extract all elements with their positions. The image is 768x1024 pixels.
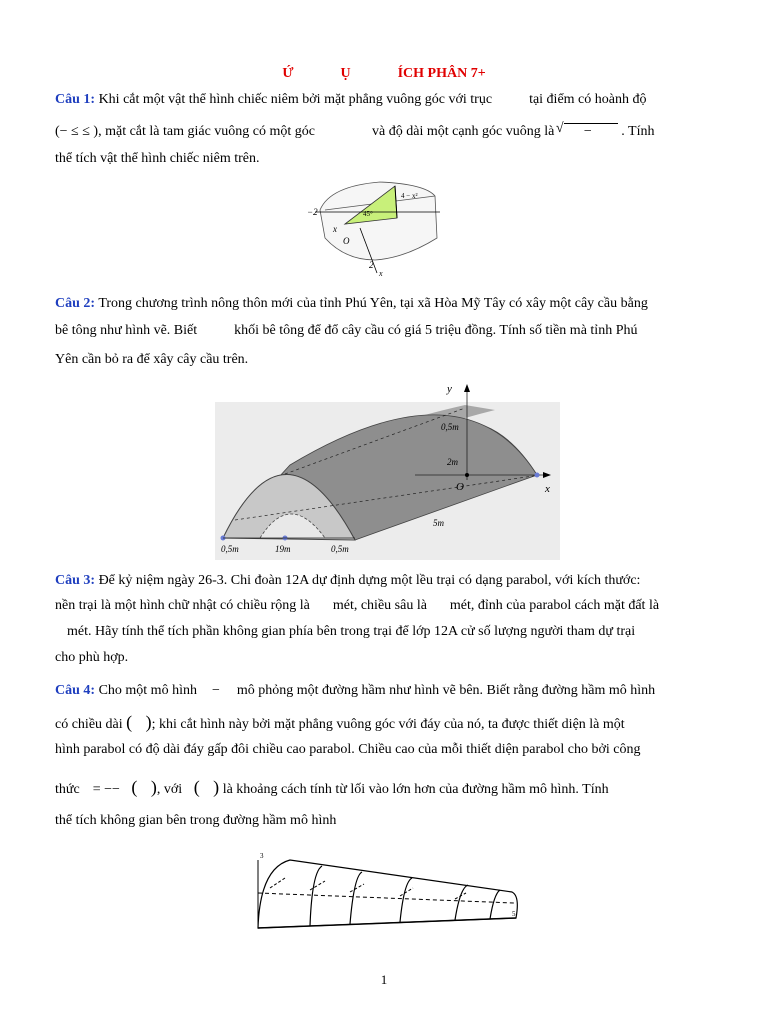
- q3-text-2a: nền trại là một hình chữ nhật có chiều rộng là: [55, 598, 310, 613]
- q2-text-1: Trong chương trình nông thôn mới của tỉnh Phú Yên, tại xã Hòa Mỹ Tây có xây một cây cầu bằng: [98, 296, 648, 311]
- fig2-mid-label: 2m: [447, 457, 458, 467]
- q3-label: Câu 3:: [55, 573, 96, 588]
- title-part-3: ÍCH PHÂN 7+: [397, 66, 486, 81]
- q1-text-1a: Khi cắt một vật thể hình chiếc niêm bởi mặt phẳng vuông góc với trục: [98, 92, 493, 107]
- q2-line-3: Yên cần bỏ ra để xây cây cầu trên.: [55, 352, 249, 367]
- q3-line-3: [55, 624, 635, 640]
- q3-text-2c: mét, đỉnh của parabol cách mặt đất là: [449, 598, 660, 613]
- fig1-label-6: 45°: [363, 210, 373, 218]
- q1-text-2b: và độ dài một cạnh góc vuông là: [372, 124, 555, 139]
- q4-text-1a: Cho một mô hình: [98, 683, 197, 698]
- fig1-label-4: x: [379, 269, 383, 278]
- fig4-label-1: 5: [512, 910, 516, 918]
- q2-bridge-figure: [215, 380, 560, 560]
- q2-label: Câu 2:: [55, 296, 96, 311]
- q2-line-2: [55, 323, 637, 339]
- title-part-1: Ứ: [282, 66, 294, 81]
- fig2-bm-label: 19m: [275, 544, 291, 554]
- fig2-top-label: 0,5m: [441, 422, 459, 432]
- q3-text-1: Để kỷ niệm ngày 26-3. Chi đoàn 12A dự định dựng một lều trại có dạng parabol, với kích thước:: [98, 573, 641, 588]
- fig4-label-0: 3: [260, 852, 264, 860]
- q4-line-5: thể tích không gian bên trong đường hầm mô hình: [55, 813, 337, 828]
- q4-text-1c: mô phỏng một đường hầm như hình vẽ bên. Biết rằng đường hầm mô hình: [236, 683, 656, 698]
- fig2-y-label: y: [447, 383, 452, 395]
- fig2-x-label: x: [545, 483, 550, 495]
- q4-text-2b: ; khi cắt hình này bởi mặt phẳng vuông góc với đáy của nó, ta được thiết diện là một: [151, 717, 625, 732]
- fig1-label-1: x: [333, 224, 337, 234]
- q3-text-3: mét. Hãy tính thể tích phần không gian phía bên trong trại để lớp 12A cử số lượng người tham dự trại: [67, 624, 636, 639]
- fig1-label-3: 2: [369, 260, 374, 270]
- q4-label: Câu 4:: [55, 683, 96, 698]
- q1-line-1: [55, 92, 646, 108]
- q4-line-2: có chiều dài ( ); khi cắt hình này bởi mặt phẳng vuông góc với đáy của nó, ta được thiết diện là một: [55, 712, 625, 732]
- q4-text-4c: , với: [156, 782, 183, 797]
- page-title: [0, 66, 768, 82]
- fig1-label-0: −2: [307, 207, 318, 217]
- fig2-bl-label: 0,5m: [221, 544, 239, 554]
- q4-text-1b: −: [211, 683, 220, 698]
- fig1-label-5: 4 − x²: [401, 192, 418, 200]
- q4-line-1: [55, 683, 655, 699]
- q4-text-2a: có chiều dài: [55, 717, 123, 732]
- q4-text-4b: = −−: [92, 782, 120, 797]
- q4-line-4: thức = −− ( ), với ( ) là khoảng cách tính từ lối vào lớn hơn của đường hầm mô hình. Tính: [55, 777, 609, 797]
- q3-line-1: [55, 573, 640, 589]
- q3-line-2: [55, 598, 659, 614]
- q4-tunnel-figure: [250, 848, 530, 934]
- q1-line-2: [55, 123, 654, 140]
- q2-text-2a: bê tông như hình vẽ. Biết: [55, 323, 198, 338]
- fig2-origin-label: O: [456, 481, 464, 493]
- sqrt-expression: √ −: [564, 123, 618, 140]
- q1-line-3: thể tích vật thể hình chiếc niêm trên.: [55, 151, 260, 166]
- q1-text-1b: tại điểm có hoành độ: [529, 92, 647, 107]
- fig2-length-label: 5m: [433, 518, 444, 528]
- q2-text-2b: khối bê tông để đổ cây cầu có giá 5 triệu đồng. Tính số tiền mà tỉnh Phú: [234, 323, 638, 338]
- title-part-2: Ụ: [340, 66, 351, 81]
- q4-line-3: hình parabol có độ dài đáy gấp đôi chiều cao parabol. Chiều cao của mỗi thiết diện parabol cho bởi công: [55, 742, 641, 757]
- q1-text-2c: −: [583, 124, 592, 139]
- q4-text-4a: thức: [55, 782, 80, 797]
- q1-figure: [305, 178, 445, 278]
- q2-line-1: [55, 296, 648, 312]
- q1-text-2a: (− ≤ ≤ ), mặt cắt là tam giác vuông có một góc: [55, 124, 316, 139]
- q1-label: Câu 1:: [55, 92, 96, 107]
- q4-text-4d: là khoảng cách tính từ lối vào lớn hơn của đường hầm mô hình. Tính: [222, 782, 609, 797]
- q3-text-2b: mét, chiều sâu là: [332, 598, 427, 613]
- q1-text-2d: . Tính: [621, 124, 655, 139]
- fig2-br-label: 0,5m: [331, 544, 349, 554]
- fig1-label-2: O: [343, 236, 350, 246]
- page-number: 1: [380, 972, 388, 987]
- q3-line-4: cho phù hợp.: [55, 650, 129, 665]
